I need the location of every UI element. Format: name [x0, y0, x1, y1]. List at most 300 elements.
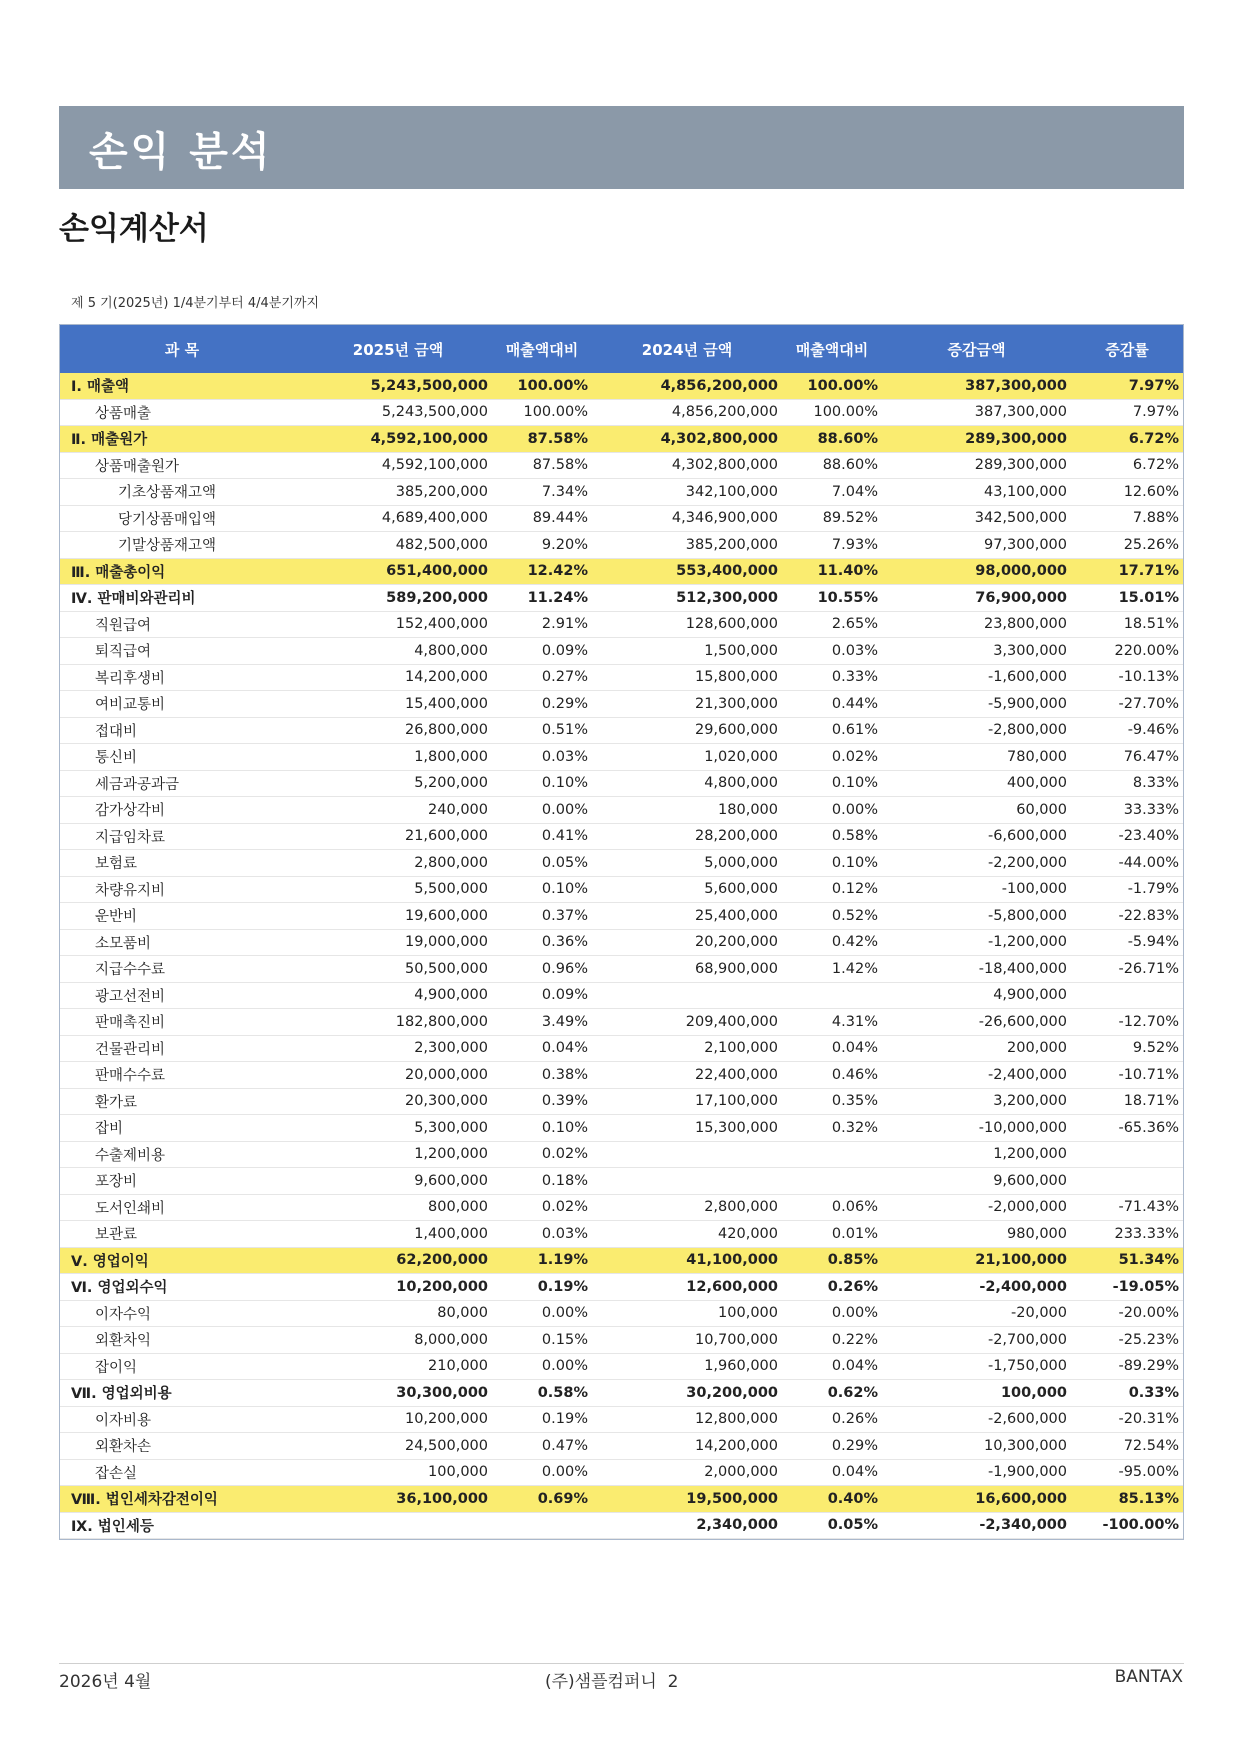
cell-change-rate: -89.29%: [1071, 1353, 1183, 1380]
cell-change-amount: 1,200,000: [882, 1141, 1071, 1168]
cell-amount-2024: 68,900,000: [592, 956, 782, 983]
cell-amount-2025: 482,500,000: [304, 532, 492, 559]
cell-account: Ⅵ. 영업외수익: [60, 1274, 304, 1301]
cell-ratio-2024: 0.22%: [782, 1327, 882, 1354]
table-row: [60, 479, 1183, 506]
cell-account: Ⅰ. 매출액: [60, 373, 304, 399]
cell-ratio-2025: [492, 1512, 592, 1539]
cell-ratio-2025: 0.03%: [492, 744, 592, 771]
cell-change-rate: -20.31%: [1071, 1406, 1183, 1433]
cell-change-amount: 200,000: [882, 1035, 1071, 1062]
cell-ratio-2024: 0.29%: [782, 1433, 882, 1460]
cell-change-rate: 7.97%: [1071, 373, 1183, 399]
cell-amount-2025: 182,800,000: [304, 1009, 492, 1036]
cell-amount-2024: 15,300,000: [592, 1115, 782, 1142]
cell-change-amount: 16,600,000: [882, 1486, 1071, 1513]
table-row: [60, 717, 1183, 744]
cell-amount-2024: 180,000: [592, 797, 782, 824]
cell-amount-2025: 5,300,000: [304, 1115, 492, 1142]
footer-brand: BANTAX: [1114, 1667, 1183, 1687]
cell-change-rate: 18.71%: [1071, 1088, 1183, 1115]
cell-change-amount: -2,400,000: [882, 1274, 1071, 1301]
cell-amount-2025: 36,100,000: [304, 1486, 492, 1513]
table-row: [60, 823, 1183, 850]
table-row: [60, 1300, 1183, 1327]
cell-change-rate: 6.72%: [1071, 452, 1183, 479]
banner-title: 손익 분석: [89, 129, 273, 175]
cell-change-amount: 60,000: [882, 797, 1071, 824]
table-row: [60, 770, 1183, 797]
cell-account: 세금과공과금: [60, 770, 304, 797]
cell-account: 상품매출: [60, 399, 304, 426]
cell-change-rate: -9.46%: [1071, 717, 1183, 744]
cell-amount-2024: 5,600,000: [592, 876, 782, 903]
cell-ratio-2024: 0.62%: [782, 1380, 882, 1407]
cell-change-rate: -26.71%: [1071, 956, 1183, 983]
cell-amount-2025: 4,592,100,000: [304, 426, 492, 453]
cell-account: 지급수수료: [60, 956, 304, 983]
cell-amount-2025: 62,200,000: [304, 1247, 492, 1274]
cell-change-rate: 7.97%: [1071, 399, 1183, 426]
cell-ratio-2025: 7.34%: [492, 479, 592, 506]
cell-ratio-2024: 0.35%: [782, 1088, 882, 1115]
cell-change-rate: -5.94%: [1071, 929, 1183, 956]
header-amount-2025: 2025년 금액: [304, 325, 492, 373]
table-row: [60, 426, 1183, 453]
cell-ratio-2025: 87.58%: [492, 452, 592, 479]
cell-account: 직원급여: [60, 611, 304, 638]
cell-amount-2025: 20,300,000: [304, 1088, 492, 1115]
cell-change-amount: -100,000: [882, 876, 1071, 903]
cell-change-amount: 980,000: [882, 1221, 1071, 1248]
cell-ratio-2024: 0.26%: [782, 1406, 882, 1433]
cell-change-amount: -2,340,000: [882, 1512, 1071, 1539]
cell-ratio-2025: 0.03%: [492, 1221, 592, 1248]
table-row: [60, 532, 1183, 559]
cell-account: 당기상품매입액: [60, 505, 304, 532]
cell-change-amount: -2,700,000: [882, 1327, 1071, 1354]
cell-account: 통신비: [60, 744, 304, 771]
cell-change-rate: -25.23%: [1071, 1327, 1183, 1354]
cell-account: 수출제비용: [60, 1141, 304, 1168]
cell-ratio-2024: 0.04%: [782, 1459, 882, 1486]
cell-account: 기말상품재고액: [60, 532, 304, 559]
table-row: [60, 585, 1183, 612]
cell-amount-2024: 22,400,000: [592, 1062, 782, 1089]
cell-change-rate: [1071, 1168, 1183, 1195]
table-row: [60, 664, 1183, 691]
cell-ratio-2025: 0.39%: [492, 1088, 592, 1115]
cell-change-rate: [1071, 982, 1183, 1009]
table-row: [60, 1035, 1183, 1062]
table-row: [60, 1088, 1183, 1115]
cell-change-amount: -10,000,000: [882, 1115, 1071, 1142]
table-row: [60, 850, 1183, 877]
cell-account: Ⅱ. 매출원가: [60, 426, 304, 453]
cell-account: 상품매출원가: [60, 452, 304, 479]
cell-change-rate: 51.34%: [1071, 1247, 1183, 1274]
cell-amount-2024: 1,500,000: [592, 638, 782, 665]
table-row: [60, 1168, 1183, 1195]
cell-amount-2025: 19,000,000: [304, 929, 492, 956]
cell-amount-2024: 5,000,000: [592, 850, 782, 877]
cell-amount-2024: 1,020,000: [592, 744, 782, 771]
cell-ratio-2024: 0.04%: [782, 1035, 882, 1062]
cell-amount-2025: 26,800,000: [304, 717, 492, 744]
cell-ratio-2025: 0.15%: [492, 1327, 592, 1354]
cell-amount-2024: 20,200,000: [592, 929, 782, 956]
table-body: [60, 373, 1183, 1539]
table-row: [60, 1115, 1183, 1142]
cell-amount-2025: 24,500,000: [304, 1433, 492, 1460]
cell-ratio-2025: 2.91%: [492, 611, 592, 638]
cell-amount-2025: 589,200,000: [304, 585, 492, 612]
cell-ratio-2025: 0.09%: [492, 982, 592, 1009]
cell-amount-2025: 4,592,100,000: [304, 452, 492, 479]
cell-amount-2025: 240,000: [304, 797, 492, 824]
cell-change-rate: 233.33%: [1071, 1221, 1183, 1248]
cell-change-rate: 7.88%: [1071, 505, 1183, 532]
cell-amount-2025: 100,000: [304, 1459, 492, 1486]
cell-ratio-2025: 0.00%: [492, 1459, 592, 1486]
cell-change-rate: -1.79%: [1071, 876, 1183, 903]
table-row: [60, 1327, 1183, 1354]
cell-ratio-2024: 0.52%: [782, 903, 882, 930]
title-banner: [59, 106, 1184, 189]
cell-change-rate: -44.00%: [1071, 850, 1183, 877]
table-row: [60, 797, 1183, 824]
table-row: [60, 1194, 1183, 1221]
cell-amount-2025: 4,800,000: [304, 638, 492, 665]
cell-ratio-2025: 0.96%: [492, 956, 592, 983]
cell-ratio-2024: 0.46%: [782, 1062, 882, 1089]
cell-amount-2025: 385,200,000: [304, 479, 492, 506]
table-row: [60, 1512, 1183, 1539]
cell-ratio-2024: 0.26%: [782, 1274, 882, 1301]
cell-ratio-2024: 11.40%: [782, 558, 882, 585]
table-row: [60, 1459, 1183, 1486]
cell-ratio-2024: 0.42%: [782, 929, 882, 956]
cell-ratio-2025: 0.58%: [492, 1380, 592, 1407]
cell-ratio-2025: 0.38%: [492, 1062, 592, 1089]
cell-change-amount: -5,900,000: [882, 691, 1071, 718]
cell-account: 외환차손: [60, 1433, 304, 1460]
cell-change-rate: -27.70%: [1071, 691, 1183, 718]
cell-ratio-2024: 0.00%: [782, 797, 882, 824]
cell-amount-2024: 4,856,200,000: [592, 399, 782, 426]
cell-amount-2025: 80,000: [304, 1300, 492, 1327]
income-statement-table-container: [59, 324, 1184, 1540]
cell-change-amount: 342,500,000: [882, 505, 1071, 532]
cell-change-amount: 97,300,000: [882, 532, 1071, 559]
cell-ratio-2024: 0.04%: [782, 1353, 882, 1380]
cell-ratio-2024: 7.04%: [782, 479, 882, 506]
cell-account: 이자비용: [60, 1406, 304, 1433]
cell-ratio-2024: 0.58%: [782, 823, 882, 850]
cell-amount-2025: 10,200,000: [304, 1274, 492, 1301]
cell-ratio-2025: 0.10%: [492, 1115, 592, 1142]
cell-change-amount: 98,000,000: [882, 558, 1071, 585]
table-row: [60, 956, 1183, 983]
cell-account: 보관료: [60, 1221, 304, 1248]
cell-amount-2025: 5,243,500,000: [304, 399, 492, 426]
cell-ratio-2024: 0.44%: [782, 691, 882, 718]
cell-change-rate: 17.71%: [1071, 558, 1183, 585]
cell-ratio-2025: 0.00%: [492, 797, 592, 824]
cell-change-rate: 25.26%: [1071, 532, 1183, 559]
cell-amount-2024: 100,000: [592, 1300, 782, 1327]
cell-account: 퇴직급여: [60, 638, 304, 665]
cell-change-amount: 780,000: [882, 744, 1071, 771]
table-row: [60, 638, 1183, 665]
cell-change-amount: 100,000: [882, 1380, 1071, 1407]
table-row: [60, 1141, 1183, 1168]
cell-account: 지급임차료: [60, 823, 304, 850]
cell-ratio-2024: 2.65%: [782, 611, 882, 638]
table-row: [60, 1433, 1183, 1460]
cell-account: 잡이익: [60, 1353, 304, 1380]
cell-amount-2025: 1,400,000: [304, 1221, 492, 1248]
cell-amount-2024: 2,340,000: [592, 1512, 782, 1539]
footer-divider: [59, 1663, 1184, 1664]
cell-ratio-2025: 0.10%: [492, 770, 592, 797]
cell-ratio-2025: 0.00%: [492, 1300, 592, 1327]
footer-date: 2026년 4월: [59, 1672, 152, 1692]
cell-ratio-2025: 11.24%: [492, 585, 592, 612]
cell-ratio-2025: 0.00%: [492, 1353, 592, 1380]
header-ratio-2024: 매출액대비: [782, 325, 882, 373]
cell-change-amount: 289,300,000: [882, 426, 1071, 453]
cell-ratio-2024: 0.10%: [782, 850, 882, 877]
cell-amount-2025: 152,400,000: [304, 611, 492, 638]
cell-amount-2024: 25,400,000: [592, 903, 782, 930]
cell-change-amount: 23,800,000: [882, 611, 1071, 638]
cell-ratio-2024: 88.60%: [782, 426, 882, 453]
cell-change-amount: 43,100,000: [882, 479, 1071, 506]
cell-change-rate: 72.54%: [1071, 1433, 1183, 1460]
cell-amount-2024: 12,600,000: [592, 1274, 782, 1301]
cell-amount-2025: 14,200,000: [304, 664, 492, 691]
cell-ratio-2025: 0.02%: [492, 1141, 592, 1168]
cell-account: 잡비: [60, 1115, 304, 1142]
cell-amount-2025: 1,200,000: [304, 1141, 492, 1168]
cell-account: 건물관리비: [60, 1035, 304, 1062]
cell-change-rate: -12.70%: [1071, 1009, 1183, 1036]
cell-change-amount: -1,900,000: [882, 1459, 1071, 1486]
cell-account: Ⅲ. 매출총이익: [60, 558, 304, 585]
cell-amount-2024: 2,800,000: [592, 1194, 782, 1221]
table-row: [60, 1274, 1183, 1301]
cell-change-amount: 21,100,000: [882, 1247, 1071, 1274]
cell-change-amount: 400,000: [882, 770, 1071, 797]
cell-ratio-2025: 0.47%: [492, 1433, 592, 1460]
cell-amount-2025: 800,000: [304, 1194, 492, 1221]
cell-change-rate: -10.71%: [1071, 1062, 1183, 1089]
table-row: [60, 558, 1183, 585]
cell-amount-2024: 10,700,000: [592, 1327, 782, 1354]
cell-amount-2024: 4,856,200,000: [592, 373, 782, 399]
table-row: [60, 903, 1183, 930]
cell-change-rate: 76.47%: [1071, 744, 1183, 771]
cell-change-amount: 4,900,000: [882, 982, 1071, 1009]
table-row: [60, 505, 1183, 532]
table-row: [60, 744, 1183, 771]
cell-account: 판매수수료: [60, 1062, 304, 1089]
cell-amount-2024: 30,200,000: [592, 1380, 782, 1407]
cell-amount-2025: 5,200,000: [304, 770, 492, 797]
cell-ratio-2025: 0.02%: [492, 1194, 592, 1221]
cell-change-amount: -6,600,000: [882, 823, 1071, 850]
table-row: [60, 1062, 1183, 1089]
cell-ratio-2024: 0.03%: [782, 638, 882, 665]
cell-ratio-2024: 0.06%: [782, 1194, 882, 1221]
cell-account: Ⅷ. 법인세차감전이익: [60, 1486, 304, 1513]
cell-amount-2025: 2,800,000: [304, 850, 492, 877]
cell-amount-2025: 15,400,000: [304, 691, 492, 718]
cell-amount-2024: 4,302,800,000: [592, 426, 782, 453]
cell-amount-2025: 19,600,000: [304, 903, 492, 930]
cell-change-rate: -71.43%: [1071, 1194, 1183, 1221]
cell-amount-2024: 15,800,000: [592, 664, 782, 691]
cell-ratio-2024: 0.01%: [782, 1221, 882, 1248]
cell-ratio-2024: 100.00%: [782, 399, 882, 426]
cell-account: Ⅸ. 법인세등: [60, 1512, 304, 1539]
period-text: 제 5 기(2025년) 1/4분기부터 4/4분기까지: [71, 296, 320, 311]
cell-change-amount: 10,300,000: [882, 1433, 1071, 1460]
cell-ratio-2024: 0.00%: [782, 1300, 882, 1327]
cell-account: 소모품비: [60, 929, 304, 956]
table-row: [60, 929, 1183, 956]
cell-ratio-2025: 0.41%: [492, 823, 592, 850]
cell-account: 환가료: [60, 1088, 304, 1115]
cell-ratio-2025: 87.58%: [492, 426, 592, 453]
cell-ratio-2025: 0.09%: [492, 638, 592, 665]
cell-account: 차량유지비: [60, 876, 304, 903]
cell-ratio-2025: 0.37%: [492, 903, 592, 930]
cell-amount-2025: 210,000: [304, 1353, 492, 1380]
cell-account: 복리후생비: [60, 664, 304, 691]
table-row: [60, 1247, 1183, 1274]
cell-amount-2024: [592, 982, 782, 1009]
cell-amount-2024: [592, 1168, 782, 1195]
table-row: [60, 691, 1183, 718]
cell-change-rate: -65.36%: [1071, 1115, 1183, 1142]
cell-amount-2024: 2,100,000: [592, 1035, 782, 1062]
cell-amount-2025: 4,900,000: [304, 982, 492, 1009]
cell-amount-2024: 21,300,000: [592, 691, 782, 718]
cell-change-rate: 0.33%: [1071, 1380, 1183, 1407]
cell-account: 보험료: [60, 850, 304, 877]
cell-change-amount: -18,400,000: [882, 956, 1071, 983]
cell-change-rate: 85.13%: [1071, 1486, 1183, 1513]
cell-amount-2025: 651,400,000: [304, 558, 492, 585]
cell-account: 도서인쇄비: [60, 1194, 304, 1221]
cell-amount-2024: 4,302,800,000: [592, 452, 782, 479]
cell-change-rate: [1071, 1141, 1183, 1168]
table-row: [60, 1221, 1183, 1248]
cell-amount-2024: 1,960,000: [592, 1353, 782, 1380]
cell-account: Ⅶ. 영업외비용: [60, 1380, 304, 1407]
cell-ratio-2025: 0.69%: [492, 1486, 592, 1513]
cell-change-amount: -2,600,000: [882, 1406, 1071, 1433]
table-row: [60, 373, 1183, 399]
cell-ratio-2024: 10.55%: [782, 585, 882, 612]
cell-ratio-2024: 100.00%: [782, 373, 882, 399]
cell-amount-2025: 5,500,000: [304, 876, 492, 903]
cell-change-amount: -1,200,000: [882, 929, 1071, 956]
table-row: [60, 876, 1183, 903]
cell-change-rate: 8.33%: [1071, 770, 1183, 797]
cell-ratio-2025: 0.19%: [492, 1274, 592, 1301]
cell-change-rate: 220.00%: [1071, 638, 1183, 665]
header-account: 과 목: [60, 325, 304, 373]
cell-change-rate: -19.05%: [1071, 1274, 1183, 1301]
cell-amount-2024: 342,100,000: [592, 479, 782, 506]
table-row: [60, 611, 1183, 638]
cell-amount-2024: 512,300,000: [592, 585, 782, 612]
cell-amount-2024: 553,400,000: [592, 558, 782, 585]
cell-amount-2025: 50,500,000: [304, 956, 492, 983]
cell-account: Ⅴ. 영업이익: [60, 1247, 304, 1274]
table-header-row: [60, 325, 1183, 373]
footer-company-page: (주)샘플컴퍼니 2: [545, 1672, 679, 1692]
cell-account: 감가상각비: [60, 797, 304, 824]
cell-change-rate: 6.72%: [1071, 426, 1183, 453]
cell-amount-2024: 385,200,000: [592, 532, 782, 559]
cell-amount-2025: 9,600,000: [304, 1168, 492, 1195]
cell-change-amount: -2,800,000: [882, 717, 1071, 744]
cell-ratio-2024: 0.33%: [782, 664, 882, 691]
cell-ratio-2024: 0.61%: [782, 717, 882, 744]
cell-amount-2025: [304, 1512, 492, 1539]
table-row: [60, 1380, 1183, 1407]
cell-ratio-2024: 7.93%: [782, 532, 882, 559]
cell-change-amount: 3,200,000: [882, 1088, 1071, 1115]
cell-ratio-2025: 0.04%: [492, 1035, 592, 1062]
cell-ratio-2024: 0.05%: [782, 1512, 882, 1539]
cell-amount-2024: 12,800,000: [592, 1406, 782, 1433]
cell-ratio-2024: 0.85%: [782, 1247, 882, 1274]
cell-ratio-2025: 9.20%: [492, 532, 592, 559]
cell-account: 판매촉진비: [60, 1009, 304, 1036]
cell-change-amount: -2,200,000: [882, 850, 1071, 877]
cell-account: 잡손실: [60, 1459, 304, 1486]
table-row: [60, 1009, 1183, 1036]
cell-ratio-2024: 1.42%: [782, 956, 882, 983]
cell-ratio-2025: 0.19%: [492, 1406, 592, 1433]
table-row: [60, 982, 1183, 1009]
cell-amount-2024: 420,000: [592, 1221, 782, 1248]
cell-ratio-2025: 1.19%: [492, 1247, 592, 1274]
cell-ratio-2025: 0.29%: [492, 691, 592, 718]
cell-ratio-2025: 0.05%: [492, 850, 592, 877]
cell-amount-2025: 21,600,000: [304, 823, 492, 850]
cell-ratio-2025: 12.42%: [492, 558, 592, 585]
cell-change-amount: -2,400,000: [882, 1062, 1071, 1089]
cell-amount-2024: [592, 1141, 782, 1168]
cell-amount-2024: 209,400,000: [592, 1009, 782, 1036]
cell-change-rate: -10.13%: [1071, 664, 1183, 691]
cell-change-rate: -23.40%: [1071, 823, 1183, 850]
cell-ratio-2024: 0.10%: [782, 770, 882, 797]
cell-change-amount: -1,750,000: [882, 1353, 1071, 1380]
cell-ratio-2024: 88.60%: [782, 452, 882, 479]
cell-change-amount: -2,000,000: [882, 1194, 1071, 1221]
header-change-amount: 증감금액: [882, 325, 1071, 373]
cell-ratio-2025: 0.51%: [492, 717, 592, 744]
cell-amount-2024: 41,100,000: [592, 1247, 782, 1274]
cell-account: 기초상품재고액: [60, 479, 304, 506]
